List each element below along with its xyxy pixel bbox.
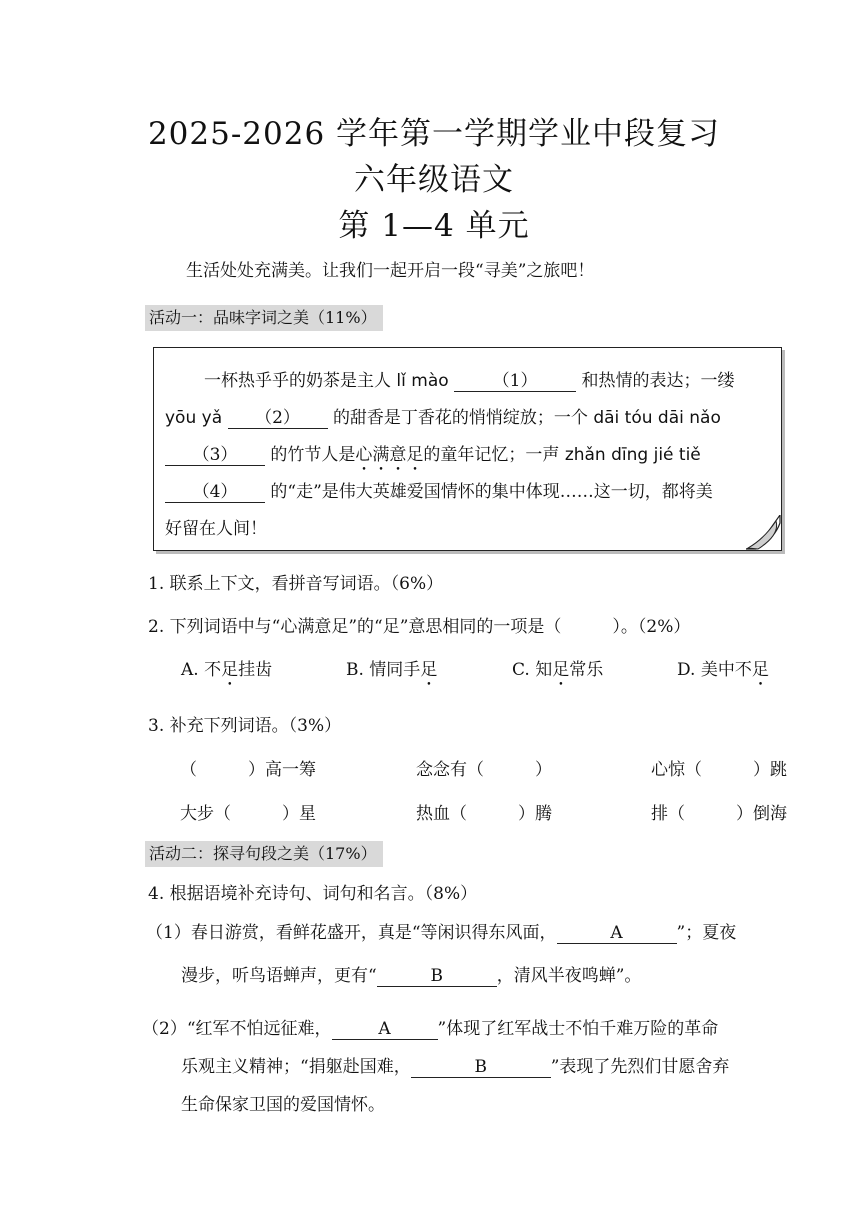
blank-2[interactable]: （2）: [228, 403, 328, 429]
question-2: 2. 下列词语中与“心满意足”的“足”意思相同的一项是（ ）。（2%）: [148, 617, 691, 637]
passage-line-1: [204, 366, 734, 392]
passage-line-5: 好留在人间！: [165, 519, 267, 539]
passage-line-3: [165, 440, 701, 475]
q4-part2-line1: （2）“红军不怕远征难， A ”体现了红军战士不怕千难万险的革命: [142, 1019, 719, 1039]
passage-text: 的甜香是丁香花的悄悄绽放；一个: [332, 408, 588, 428]
q4-part1-line2: 漫步，听鸟语蝉声，更有“ B ，清风半夜鸣蝉”。: [181, 966, 642, 986]
idiom-blank[interactable]: 热血（ ）腾: [416, 804, 552, 824]
question-4: 4. 根据语境补充诗句、词句和名言。（8%）: [148, 884, 478, 904]
idiom-blank[interactable]: 念念有（ ）: [416, 760, 552, 780]
q4-part2-line3: 生命保家卫国的爱国情怀。: [181, 1095, 385, 1115]
passage-text: 的童年记忆；一声: [423, 445, 560, 465]
idiom-blank[interactable]: （ ）高一筹: [180, 760, 316, 780]
doc-title-line3: 第 1—4 单元: [338, 208, 530, 244]
activity2-label: 活动二：探寻句段之美（17%）: [145, 841, 383, 867]
pinyin-zhan-ding-jie-tie: zhǎn dīng jié tiě: [564, 445, 701, 465]
idiom-blank[interactable]: 排（ ）倒海: [651, 804, 787, 824]
pinyin-dai-tou-dai-nao: dāi tóu dāi nǎo: [593, 408, 721, 428]
passage-text: 和热情的表达；一缕: [581, 371, 735, 391]
q4-part2-line2: 乐观主义精神；“捐躯赴国难， B ”表现了先烈们甘愿舍弃: [181, 1057, 730, 1077]
doc-title-line1: 2025-2026 学年第一学期学业中段复习: [147, 116, 721, 152]
blank-p2-b[interactable]: B: [411, 1057, 551, 1078]
blank-1[interactable]: （1）: [454, 366, 576, 392]
q2-option-d[interactable]: D. 美中不足: [677, 660, 769, 680]
q4-part1-line1: （1）春日游赏，看鲜花盛开，真是“等闲识得东风面， A ”；夏夜: [146, 923, 737, 943]
blank-p1-b[interactable]: B: [377, 966, 497, 987]
q2-option-c[interactable]: C. 知足常乐: [512, 660, 604, 680]
blank-p2-a[interactable]: A: [332, 1019, 438, 1040]
page-curl-decoration: [746, 515, 782, 551]
passage-text: 一杯热乎乎的奶茶是主人: [204, 371, 391, 391]
q2-option-b[interactable]: B. 情同手足: [346, 660, 438, 680]
activity1-label: 活动一：品味字词之美（11%）: [145, 305, 383, 331]
blank-3[interactable]: （3）: [165, 440, 265, 466]
idiom-blank[interactable]: 心惊（ ）跳: [651, 760, 787, 780]
dotted-word: 心满意足: [355, 445, 424, 465]
question-1: 1. 联系上下文，看拼音写词语。（6%）: [148, 574, 444, 594]
blank-p1-a[interactable]: A: [557, 923, 677, 944]
blank-4[interactable]: （4）: [165, 477, 265, 503]
q2-option-a[interactable]: A. 不足挂齿: [181, 660, 273, 680]
passage-line-4: [165, 477, 713, 503]
passage-text: 的竹节人是: [270, 445, 356, 465]
question-3: 3. 补充下列词语。（3%）: [148, 716, 342, 736]
doc-title-line2: 六年级语文: [354, 162, 514, 198]
pinyin-li-mao: lǐ mào: [396, 371, 449, 391]
pinyin-you-ya: yōu yǎ: [165, 408, 223, 428]
intro-text: 生活处处充满美。让我们一起开启一段“寻美”之旅吧！: [186, 261, 595, 281]
passage-text: 的“走”是伟大英雄爱国情怀的集中体现……这一切，都将美: [270, 482, 713, 502]
idiom-blank[interactable]: 大步（ ）星: [180, 804, 316, 824]
passage-line-2: [165, 403, 721, 429]
